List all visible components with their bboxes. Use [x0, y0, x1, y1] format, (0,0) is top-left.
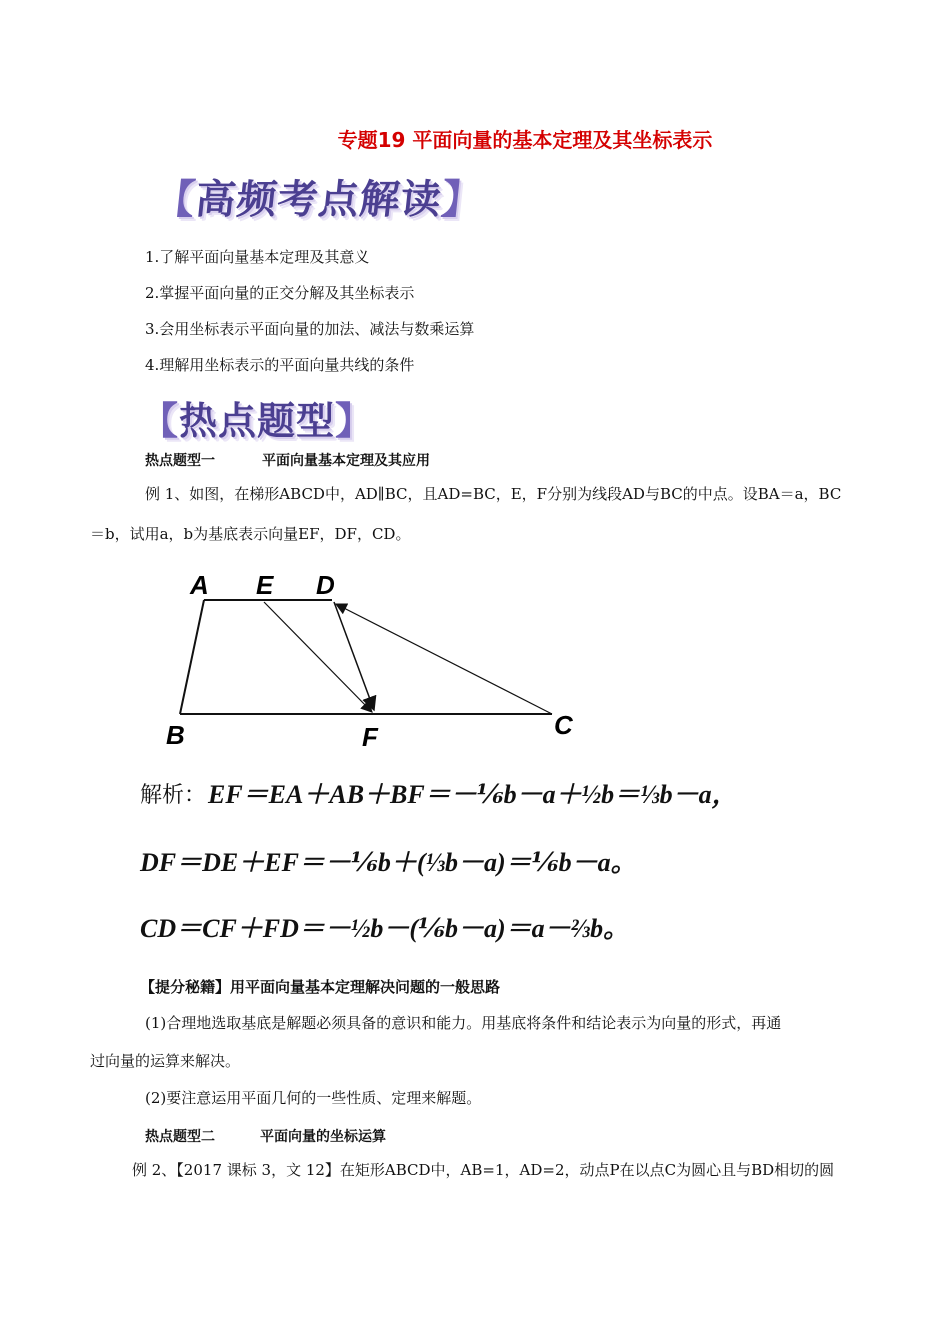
tip-p2: (2)要注意运用平面几何的一些性质、定理来解题。: [145, 1089, 482, 1107]
example1-line1: 例 1、如图，在梯形ABCD中，AD∥BC，且AD=BC，E，F分别为线段AD与BC的中点。设BA＝a，BC: [145, 485, 842, 503]
example1-line2: ＝b，试用a，b为基底表示向量EF，DF，CD。: [90, 525, 411, 543]
tip-heading: 【提分秘籍】用平面向量基本定理解决问题的一般思路: [140, 978, 501, 996]
type2-name: 平面向量的坐标运算: [260, 1129, 386, 1145]
trapezoid-figure: [160, 566, 600, 756]
label-c: C: [554, 710, 573, 740]
objective-3: 3.会用坐标表示平面向量的加法、减法与数乘运算: [145, 320, 475, 338]
banner-redian-text: 热点题型: [179, 399, 336, 443]
vector-ef: [264, 602, 372, 712]
solution-eq3: CD＝CF＋FD＝－½b－(⅙b－a)＝a－⅔b。: [140, 914, 630, 943]
objective-4: 4.理解用坐标表示的平面向量共线的条件: [145, 356, 415, 374]
label-e: E: [256, 570, 274, 600]
tip-p1-line2: 过向量的运算来解决。: [90, 1052, 241, 1070]
label-d: D: [316, 570, 335, 600]
label-b: B: [166, 720, 185, 750]
edge-ab: [180, 600, 204, 714]
solution-eq2: DF＝DE＋EF＝－⅙b＋(⅓b－a)＝⅙b－a。: [140, 848, 637, 877]
type2-label: 热点题型二: [145, 1129, 215, 1145]
banner-gaopin: 【高频考点解读】: [152, 177, 486, 223]
banner-redian: 【热点题型】: [140, 399, 375, 443]
type1-label: 热点题型一: [145, 453, 215, 469]
solution-eq1: EF＝EA＋AB＋BF＝－⅙b－a＋½b＝⅓b－a，: [208, 780, 738, 809]
tip-p1-line1: (1)合理地选取基底是解题必须具备的意识和能力。用基底将条件和结论表示为向量的形式，再通: [145, 1014, 782, 1032]
page-title: 专题19 平面向量的基本定理及其坐标表示: [337, 128, 713, 152]
example2-line1: 例 2、【2017 课标 3，文 12】在矩形ABCD中，AB=1，AD=2，动点P在以点C为圆心且与BD相切的圆: [132, 1161, 835, 1179]
banner-gaopin-text: 高频考点解读: [193, 177, 445, 223]
vector-cd: [336, 604, 552, 714]
label-f: F: [362, 722, 378, 752]
label-a: A: [190, 570, 209, 600]
solution-prefix: 解析：: [140, 783, 207, 808]
type1-name: 平面向量基本定理及其应用: [262, 453, 430, 469]
objective-2: 2.掌握平面向量的正交分解及其坐标表示: [145, 284, 415, 302]
objective-1: 1.了解平面向量基本定理及其意义: [145, 248, 370, 266]
